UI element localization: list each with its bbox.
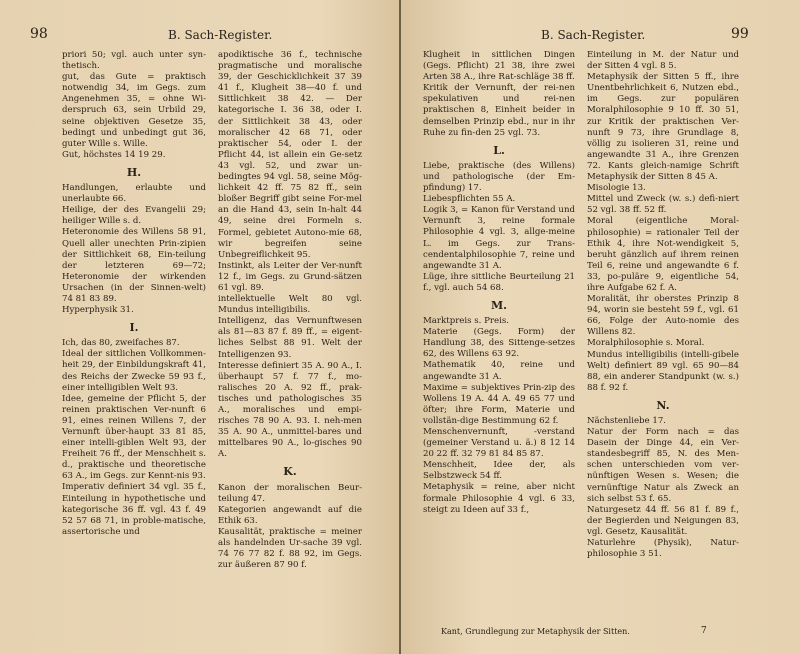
section-letter: H.: [126, 165, 142, 179]
index-entry: Marktpreis s. Preis.: [423, 316, 510, 327]
index-entry: Kanon der moralischen Beur-teilung 47.: [218, 482, 362, 504]
index-column: [423, 50, 581, 560]
index-entry: Imperativ definiert 34 vgl. 35 f., Einteilung in hypothetische und kategorische 36 ff. vgl. 43 f. 49 52 57 68 71, in proble-matische, assertorische und: [62, 482, 206, 537]
index-entry: Heilige, der des Evangelii 29; heiliger Wille s. d.: [62, 205, 206, 227]
section-letter: M.: [490, 298, 507, 312]
index-entry: Metaphysik = reine, aber nicht formale Philosophie 4 vgl. 6 33, steigt zu Ideen auf 33 f.,: [423, 482, 575, 515]
page-number: 99: [731, 26, 749, 42]
section-letter: K.: [283, 465, 297, 479]
index-entry: Moral (eigentliche Moral-philosophie) = rationaler Teil der Ethik 4, ihre Not-wendigkeit 5, beruht gänzlich auf ihrem reinen Teil 6, reine und angewandte 6 f. 33, po-puläre 9, eigentliche 54, ihre Aufgabe 62 f. A.: [587, 216, 739, 293]
index-entry: Idee, gemeine der Pflicht 5, der reinen praktischen Ver-nunft 6 91, eines reinen Willens 7, der Vernunft über-haupt 33 81 85, einer intelli-giblen Welt 93, der Freiheit 76 ff., der Menschheit s. d., praktische und theoretische 63 A., im Gegs. zur Kennt-nis 93.: [62, 393, 206, 482]
section-letter: L.: [493, 143, 505, 157]
index-entry: Natur der Form nach = das Dasein der Dinge 44, ein Ver-standesbegriff 85, N. des Men-schen unterschieden vom ver-nünftigen Wesen s. Wesen; die vernünftige Natur als Zweck an sich selbst 53 f. 65.: [587, 427, 739, 504]
index-entry: apodiktische 36 f., technische pragmatische und moralische 39, der Geschicklichkeit 37 39 41 f., Klugheit 38—40 f. und Sittlichkeit 38 42. — Der kategorische I. 36 38, oder I. der Sittlichkeit 38 43, oder moralischer 42 68 71, oder praktischer 54, oder I. der Pflicht 44, ist allein ein Ge-setz 43 vgl. 52, und zwar un-bedingtes 94 vgl. 58, seine Mög-lichkeit 42 ff. 75 82 ff., sein bloßer Begriff gibt seine For-mel an die Hand 43, sein In-halt 44 49, seine drei Formeln s. Formel, gebietet Autono-mie 68, wir begreifen seine Unbegreiflichkeit 95.: [218, 50, 362, 260]
index-entry: intellektuelle Welt 80 vgl. Mundus intelligibilis.: [218, 294, 362, 316]
index-columns: [62, 50, 362, 571]
index-entry: Mathematik 40, reine und angewandte 31 A.: [423, 360, 575, 382]
page-footer: Kant, Grundlegung zur Metaphysik der Sitten.: [441, 627, 630, 636]
index-entry: gut, das Gute = praktisch notwendig 34, im Gegs. zum Angenehmen 35, = ohne Wi-derspruch 63, sein Urbild 29, seine objektiven Gesetze 35, bedingt und unbedingt gut 36, guter Wille s. Wille.: [62, 72, 206, 149]
signature-number: 7: [701, 626, 707, 636]
page-header: B. Sach-Register.: [168, 28, 273, 42]
index-entry: Liebe, praktische (des Willens) und pathologische (der Em-pfindung) 17.: [423, 160, 575, 194]
index-entry: Materie (Gegs. Form) der Handlung 38, des Sittenge-setzes 62, des Willens 63 92.: [423, 327, 575, 360]
index-entry: Ideal der sittlichen Vollkommen-heit 29, der Einbildungskraft 41, des Reichs der Zwecke 59 93 f., einer intelligiblen Welt 93.: [62, 349, 206, 393]
index-columns: [423, 50, 739, 560]
index-entry: Interesse definiert 35 A. 90 A., I. überhaupt 57 f. 77 f., mo-ralisches 20 A. 92 ff., prak-tisches und pathologisches 35 A., moralisches und empi-risches 78 90 A. 93. I. neh-men 35 A. 90 A., unmittel-bares und mittelbares 90 A., lo-gisches 90 A.: [218, 360, 362, 460]
index-entry: Gut, höchstes 14 19 29.: [62, 149, 166, 160]
index-entry: Naturlehre (Physik), Natur-philosophie 3 51.: [587, 538, 739, 560]
index-entry: Liebespflichten 55 A.: [423, 194, 516, 205]
index-entry: Instinkt, als Leiter der Ver-nunft 12 f., im Gegs. zu Grund-sätzen 61 vgl. 89.: [218, 260, 362, 293]
index-entry: Menschheit, Idee der, als Selbstzweck 54 ff.: [423, 460, 575, 482]
index-entry: Kritik der Vernunft, der rei-nen spekulativen und rei-nen praktischen 8, Einheit beider in demselben Prinzip ebd., nur in ihr Ruhe zu fin-den 25 vgl. 73.: [423, 83, 575, 138]
index-entry: Lüge, ihre sittliche Beurteilung 21 f., vgl. auch 54 68.: [423, 271, 575, 293]
index-entry: Naturgesetz 44 ff. 56 81 f. 89 f., der Begierden und Neigungen 83, vgl. Gesetz, Kausalität.: [587, 504, 739, 537]
index-entry: Ich, das 80, zweifaches 87.: [62, 338, 180, 349]
index-entry: Menschenvernunft, -verstand (gemeiner Verstand u. ä.) 8 12 14 20 22 ff. 32 79 81 84 85 87.: [423, 427, 575, 460]
index-entry: Handlungen, erlaubte und unerlaubte 66.: [62, 183, 206, 205]
section-letter: I.: [129, 321, 139, 335]
index-entry: priori 50; vgl. auch unter syn-thetisch.: [62, 50, 206, 72]
index-entry: Maxime = subjektives Prin-zip des Wollens 19 A. 44 A. 49 65 77 und öfter; ihre Form, Materie und vollstän-dige Bestimmung 62 f.: [423, 382, 575, 426]
index-entry: Hyperphysik 31.: [62, 305, 134, 316]
index-entry: Heteronomie des Willens 58 91, Quell aller unechten Prin-zipien der Sittlichkeit 68, Ein-teilung der letzteren 69—72; Heteronomie der wirkenden Ursachen (in der Sinnen-welt) 74 81 83 89.: [62, 227, 206, 304]
page-header: B. Sach-Register.: [541, 28, 646, 42]
section-letter: N.: [656, 398, 670, 412]
index-entry: Kausalität, praktische = meiner als handelnden Ur-sache 39 vgl. 74 76 77 82 f. 88 92, im Gegs. zur äußeren 87 90 f.: [218, 526, 362, 571]
index-entry: Moralphilosophie s. Moral.: [587, 338, 705, 349]
index-entry: Nächstenliebe 17.: [587, 416, 667, 426]
index-entry: Kategorien angewandt auf die Ethik 63.: [218, 504, 362, 526]
index-column: [581, 50, 739, 560]
index-column: [62, 50, 212, 571]
right-page: [401, 0, 800, 654]
index-entry: Klugheit in sittlichen Dingen (Gegs. Pflicht) 21 38, ihre zwei Arten 38 A., ihre Rat-schläge 38 ff.: [423, 50, 575, 83]
index-entry: Intelligenz, das Vernunftwesen als 81—83 87 f. 89 ff., = eigent-liches Selbst 88 91. Welt der Intelligenzen 93.: [218, 316, 362, 360]
index-entry: Logik 3, = Kanon für Verstand und Vernunft 3, reine formale Philosophie 4 vgl. 3, allge-meine L. im Gegs. zur Trans-cendentalphilosophie 7, reine und angewandte 31 A.: [423, 205, 575, 271]
left-page: [0, 0, 399, 654]
index-entry: Mittel und Zweck (w. s.) defi-niert 52 vgl. 38 ff. 52 ff.: [587, 194, 739, 216]
index-entry: Mundus intelligibilis (intelli-gibele Welt) definiert 89 vgl. 65 90—84 88, ein anderer Standpunkt (w. s.) 88 f. 92 f.: [587, 349, 739, 393]
index-entry: Moralität, ihr oberstes Prinzip 8 94, worin sie besteht 59 f., vgl. 61 66, Folge der Auto-nomie des Willens 82.: [587, 294, 739, 338]
index-entry: Misologie 13.: [587, 183, 646, 194]
index-column: [212, 50, 362, 571]
index-entry: Metaphysik der Sitten 5 ff., ihre Unentbehrlichkeit 6, Nutzen ebd., im Gegs. zur populären Moralphilosophie 9 10 ff. 30 51, zur Kritik der praktischen Ver-nunft 9 73, ihre Grundlage 8, völlig zu isolieren 31, reine und angewandte 31 A., ihre Grenzen 72. Kants gleich-namige Schrift Metaphysik der Sitten 8 45 A.: [587, 72, 739, 183]
page-number: 98: [30, 26, 48, 42]
index-entry: Einteilung in M. der Natur und der Sitten 4 vgl. 8 5.: [587, 50, 739, 72]
